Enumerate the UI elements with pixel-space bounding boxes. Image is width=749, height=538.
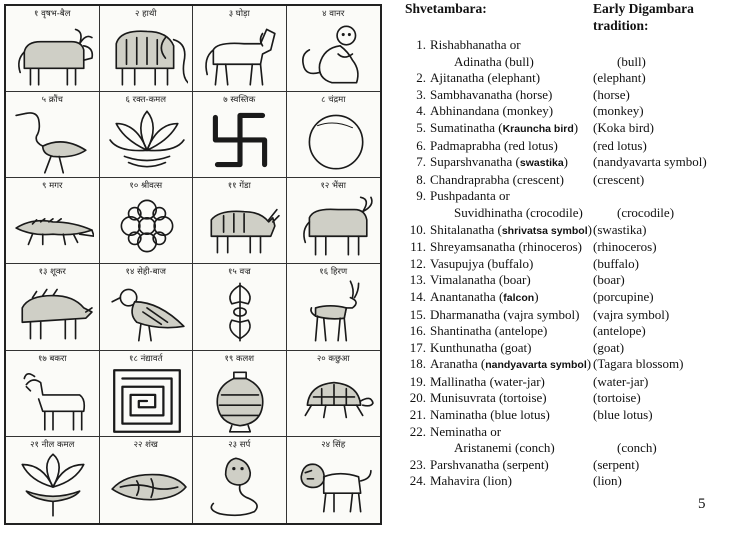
buffalo-icon [293,191,375,261]
item-number: 22. [409,423,426,439]
list-item [402,222,747,240]
item-number: 8. [416,171,426,187]
shvetambara-entry [426,390,593,407]
symbol-cell [287,178,381,264]
entry-text: Aranatha ( [430,356,486,372]
symbol-cell [6,351,100,437]
item-number: 3. [416,86,426,102]
shvetambara-entry [426,374,593,391]
symbol-caption: ७ स्वस्तिक [223,95,256,106]
symbol-caption: १६ हिरण [319,267,348,278]
symbol-cell [100,6,194,92]
symbol-caption: ४ वानर [322,9,345,19]
symbol-cell [6,178,100,264]
shvetambara-heading: Shvetambara: [405,1,487,16]
entry-text: Pushpadanta or [430,188,510,204]
symbol-cell [6,92,100,178]
entry-text: Sumatinatha ( [430,119,503,135]
symbol-cell [193,437,287,523]
entry-text: Anantanatha ( [430,288,504,304]
symbol-cell [100,351,194,437]
item-number: 6. [416,137,426,153]
shvetambara-entry [426,70,593,87]
symbol-caption: ३ घोड़ा [228,9,250,19]
water-jar-icon [199,364,281,434]
digambara-entry: (rhinoceros) [593,239,657,255]
list-item [402,473,747,490]
entry-text: Neminatha or [430,423,502,439]
list-item [402,256,747,273]
symbol-cell [193,92,287,178]
symbol-cell [6,6,100,92]
symbol-grid [4,4,382,525]
item-number: 21. [409,407,426,423]
digambara-entry: (antelope) [593,323,646,339]
symbol-cell [100,264,194,350]
item-number: 17. [409,339,426,355]
list-item [402,37,747,54]
list-item [402,138,747,155]
list-item [402,407,747,424]
item-number: 9. [416,188,426,204]
digambara-entry: (swastika) [593,221,647,237]
list-item [402,424,747,441]
item-number: 24. [409,473,426,489]
shvetambara-entry [426,103,593,120]
symbol-cell [287,6,381,92]
list-item [402,440,747,457]
item-number: 15. [409,306,426,322]
symbol-caption: ११ गेंडा [227,181,251,192]
digambara-entry: (crescent) [593,171,645,187]
highlighted-symbol: Kraunchа bird [502,122,574,135]
symbol-caption: ५ क्रौंच [41,95,63,106]
shvetambara-entry [426,54,617,71]
highlighted-symbol: swastika [519,157,564,170]
list-item [402,103,747,120]
list-item [402,239,747,256]
symbol-cell [287,437,381,523]
red-lotus-icon [106,105,188,175]
list-item [402,340,747,357]
symbol-caption: २२ शंख [133,439,158,450]
list-item [402,356,747,374]
symbol-caption: १४ सेही-बाज [125,267,166,278]
shvetambara-entry [426,340,593,357]
serpent-icon [199,450,281,520]
symbol-cell [287,351,381,437]
entry-close: ) [573,119,579,135]
item-number: 4. [416,103,426,119]
shvetambara-entry [426,188,593,205]
shvetambara-entry [426,323,593,340]
list-item [402,205,747,222]
heron-icon [12,105,94,175]
list-item [402,54,747,71]
symbol-cell [193,351,287,437]
elephant-icon [106,19,188,89]
blue-lotus-icon [12,450,94,520]
bull-icon [12,19,94,89]
highlighted-symbol: nandyavarta symbol [485,359,587,372]
symbol-cell [100,437,194,523]
entry-close: ) [534,288,539,304]
list-item [402,172,747,189]
entry-text: Kunthunatha (goat) [430,339,532,355]
symbol-caption: १२ भैंसा [320,181,346,192]
highlighted-symbol: shrivatsa symbol [501,224,588,237]
shvetambara-entry [426,407,593,424]
symbol-cell [100,92,194,178]
digambara-entry: (nandyavarta symbol) [593,154,707,170]
entry-text: Suparshvanatha ( [430,154,520,170]
entry-text: Shitalanatha ( [430,221,502,237]
boar-icon [12,277,94,347]
item-number: 5. [416,119,426,135]
rhinoceros-icon [199,191,281,261]
shvetambara-entry [426,222,593,240]
digambara-entry: (elephant) [593,70,646,86]
item-number: 13. [409,272,426,288]
symbol-cell [287,92,381,178]
list-item [402,457,747,474]
list-item [402,390,747,407]
shvetambara-entry [426,154,593,172]
shvetambara-entry [426,356,593,374]
digambara-entry: (buffalo) [593,255,639,271]
list-item [402,289,747,307]
shvetambara-entry [426,37,593,54]
symbol-cell [193,6,287,92]
entry-close: ) [563,154,569,170]
item-number [402,440,426,457]
conch-icon [106,450,188,520]
symbol-caption: १७ बकरा [37,353,67,364]
entry-text: Padmaprabha (red lotus) [430,137,558,153]
entry-text: Naminatha (blue lotus) [430,407,550,423]
symbol-caption: ८ चंद्रमा [321,95,346,106]
entry-text: Vimalanatha (boar) [430,272,531,288]
digambara-entry: (tortoise) [593,390,641,406]
shvetambara-entry [426,172,593,189]
shvetambara-entry [426,289,593,307]
entry-text: Aristanemi (conch) [454,440,555,456]
nandyavarta-icon [106,364,188,434]
entry-text: Mallinatha (water-jar) [430,373,545,389]
entry-text: Ajitanatha (elephant) [430,70,541,86]
item-number [402,54,426,71]
item-number: 16. [409,323,426,339]
symbol-caption: १५ वज्र [227,267,251,278]
digambara-entry: (vajra symbol) [593,306,670,322]
symbol-caption: १ वृषभ-बैल [34,9,71,19]
list-item [402,120,747,138]
list-item [402,374,747,391]
shvetambara-entry [426,440,617,457]
symbol-cell [193,178,287,264]
shvetambara-entry [426,87,593,104]
item-number: 7. [416,154,426,170]
entry-text: Munisuvrata (tortoise) [430,390,547,406]
digambara-entry: (boar) [593,272,625,288]
entry-text: Mahavira (lion) [430,473,512,489]
swastika-icon [199,105,281,175]
item-number [402,205,426,222]
list-item [402,323,747,340]
symbol-caption: ९ मगर [42,181,63,192]
shvetambara-entry [426,473,593,490]
entry-close: ) [586,356,592,372]
entry-text: Dharmanatha (vajra symbol) [430,306,580,322]
highlighted-symbol: falcon [503,291,535,304]
item-number: 1. [416,37,426,52]
digambara-entry: (blue lotus) [593,407,653,423]
symbol-caption: १९ कलश [224,353,255,364]
symbol-caption: २ हाथी [135,9,157,19]
crescent-moon-icon [293,105,375,175]
entry-text: Rishabhanatha or [430,37,521,52]
item-number: 14. [409,288,426,304]
digambara-entry: (conch) [617,440,657,456]
entry-text: Chandraprabha (crescent) [430,171,564,187]
symbol-cell [6,437,100,523]
list-item [402,70,747,87]
shvetambara-entry [426,256,593,273]
symbol-caption: २४ सिंह [321,439,346,450]
monkey-icon [293,19,375,89]
symbol-cell [193,264,287,350]
symbol-caption: १० श्रीवत्स [129,181,163,192]
vajra-icon [199,277,281,347]
entry-text: Parshvanatha (serpent) [430,456,549,472]
item-number: 23. [409,456,426,472]
shvetambara-entry [426,138,593,155]
item-number: 11. [410,239,426,255]
entry-text: Shantinatha (antelope) [430,323,548,339]
digambara-entry: (goat) [593,339,625,355]
shvetambara-entry [426,307,593,324]
shvetambara-entry [426,272,593,289]
crocodile-icon [12,191,94,261]
list-item [402,188,747,205]
item-number: 12. [409,255,426,271]
digambara-heading: Early Digambara tradition: [593,1,694,33]
shrivatsa-icon [106,191,188,261]
horse-icon [199,19,281,89]
symbol-cell [100,178,194,264]
goat-icon [12,364,94,434]
symbol-caption: ६ रक्त-कमल [125,95,166,106]
item-number: 20. [409,390,426,406]
digambara-entry: (porcupine) [593,288,654,304]
list-item [402,307,747,324]
shvetambara-entry [426,205,617,222]
symbol-caption: १८ नंद्यावर्त [129,353,163,364]
page-number: 5 [698,496,706,512]
list-item [402,154,747,172]
symbol-caption: १३ शूकर [38,267,66,278]
digambara-entry: (serpent) [593,456,640,472]
symbol-cell [6,264,100,350]
lion-icon [293,450,375,520]
item-number: 19. [409,373,426,389]
digambara-entry: (bull) [617,53,646,69]
entry-close: ) [587,221,592,237]
entry-text: Suvidhinatha (crocodile) [454,204,583,220]
digambara-entry: (lion) [593,473,622,489]
tirthankara-list [402,37,747,490]
entry-text: Shreyamsanatha (rhinoceros) [430,239,582,255]
entry-text: Adinatha (bull) [454,53,534,69]
symbol-caption: २० कछुआ [316,353,350,364]
digambara-entry: (Tagara blossom) [593,356,684,372]
shvetambara-entry [426,120,593,138]
list-item [402,87,747,104]
item-number: 18. [409,356,426,372]
shvetambara-entry [426,424,593,441]
shvetambara-entry [426,239,593,256]
digambara-entry: (horse) [593,86,630,102]
item-number: 10. [409,221,426,237]
digambara-entry: (crocodile) [617,204,675,220]
symbol-cell [287,264,381,350]
digambara-entry: (water-jar) [593,373,649,389]
entry-text: Vasupujya (buffalo) [430,255,534,271]
entry-text: Sambhavanatha (horse) [430,86,553,102]
entry-text: Abhinandana (monkey) [430,103,554,119]
shvetambara-entry [426,457,593,474]
symbol-caption: २३ सर्प [228,439,251,450]
tortoise-icon [293,364,375,434]
falcon-icon [106,277,188,347]
symbol-caption: २१ नील कमल [30,439,75,450]
antelope-icon [293,277,375,347]
item-number: 2. [416,70,426,86]
digambara-entry: (monkey) [593,103,644,119]
list-item [402,272,747,289]
digambara-entry: (Koka bird) [593,119,655,135]
digambara-entry: (red lotus) [593,137,647,153]
